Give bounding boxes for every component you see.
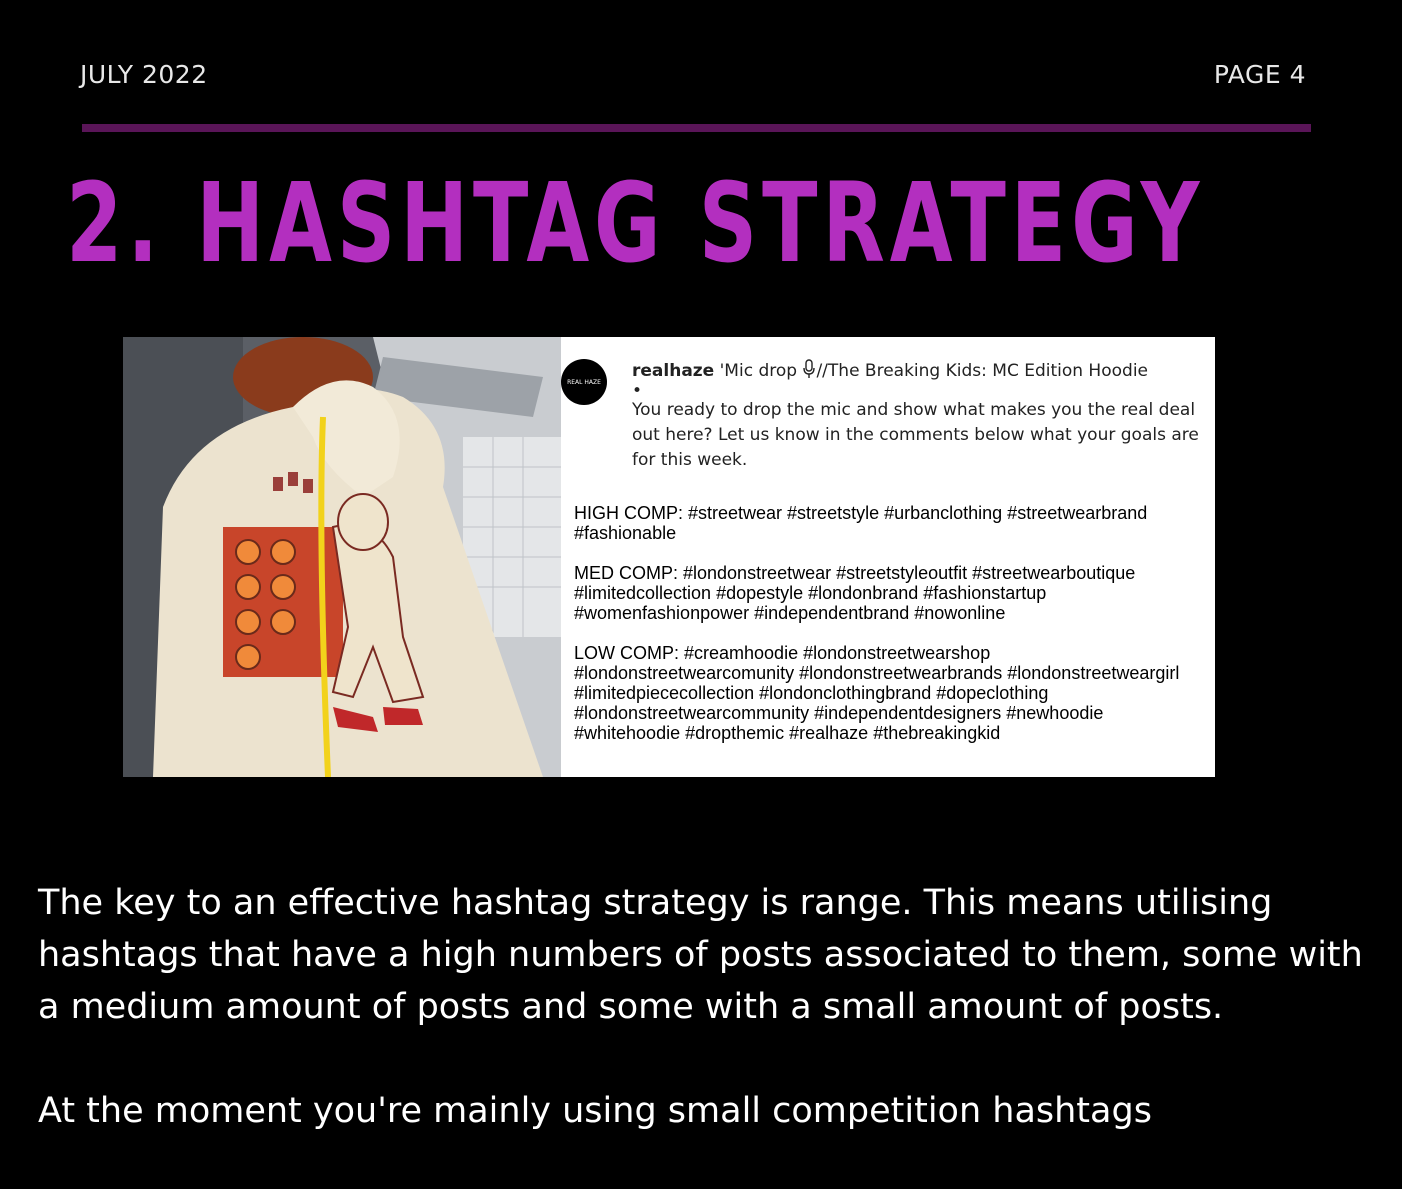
med-comp-hashtags: MED COMP: #londonstreetwear #streetstyleoutfit #streetwearboutique #limitedcollection #dopestyle #londonbrand #fashionstartup #womenfashionpower #independentbrand #nowonline xyxy=(574,563,1136,623)
body-text xyxy=(38,877,1378,1189)
instagram-post-screenshot xyxy=(123,337,1215,777)
avatar-label: REAL HAZE xyxy=(567,378,601,386)
caption-body: You ready to drop the mic and show what makes you the real deal out here? Let us know in the comments below what your goals are for this week. xyxy=(632,400,1199,470)
caption-title-end: //The Breaking Kids: MC Edition Hoodie xyxy=(816,361,1148,381)
caption-title-start: 'Mic drop xyxy=(719,361,798,381)
page-number: PAGE 4 xyxy=(1213,60,1306,89)
avatar[interactable] xyxy=(561,359,607,405)
low-comp-hashtags: LOW COMP: #creamhoodie #londonstreetwearshop #londonstreetwearcomunity #londonstreetwearbrands #londonstreetweargirl #limitedpiececollection #londonclothingbrand #dopeclothing #londonstreetwearcommunity #independentdesigners #newhoodie #whitehoodie #dropthemic #realhaze #thebreakingkid xyxy=(574,643,1180,743)
caption xyxy=(632,359,1202,473)
high-comp-hashtags: HIGH COMP: #streetwear #streetstyle #urbanclothing #streetwearbrand #fashionable xyxy=(574,503,1148,543)
caption-bullet: • xyxy=(632,381,643,401)
post-caption-panel xyxy=(561,337,1215,777)
issue-date: JULY 2022 xyxy=(80,60,208,89)
username-link[interactable]: realhaze xyxy=(632,361,715,381)
paragraph-2: At the moment you're mainly using small competition hashtags xyxy=(38,1091,1152,1131)
page-title: 2. HASHTAG STRATEGY xyxy=(66,159,1205,287)
hashtag-list xyxy=(574,503,1214,763)
microphone-icon xyxy=(802,359,816,379)
header-divider xyxy=(82,124,1311,132)
paragraph-1: The key to an effective hashtag strategy is range. This means utilising hashtags that have a high numbers of posts associated to them, some with a medium amount of posts and some with a small amount of posts. xyxy=(38,883,1363,1027)
hoodie-photo xyxy=(123,337,561,777)
